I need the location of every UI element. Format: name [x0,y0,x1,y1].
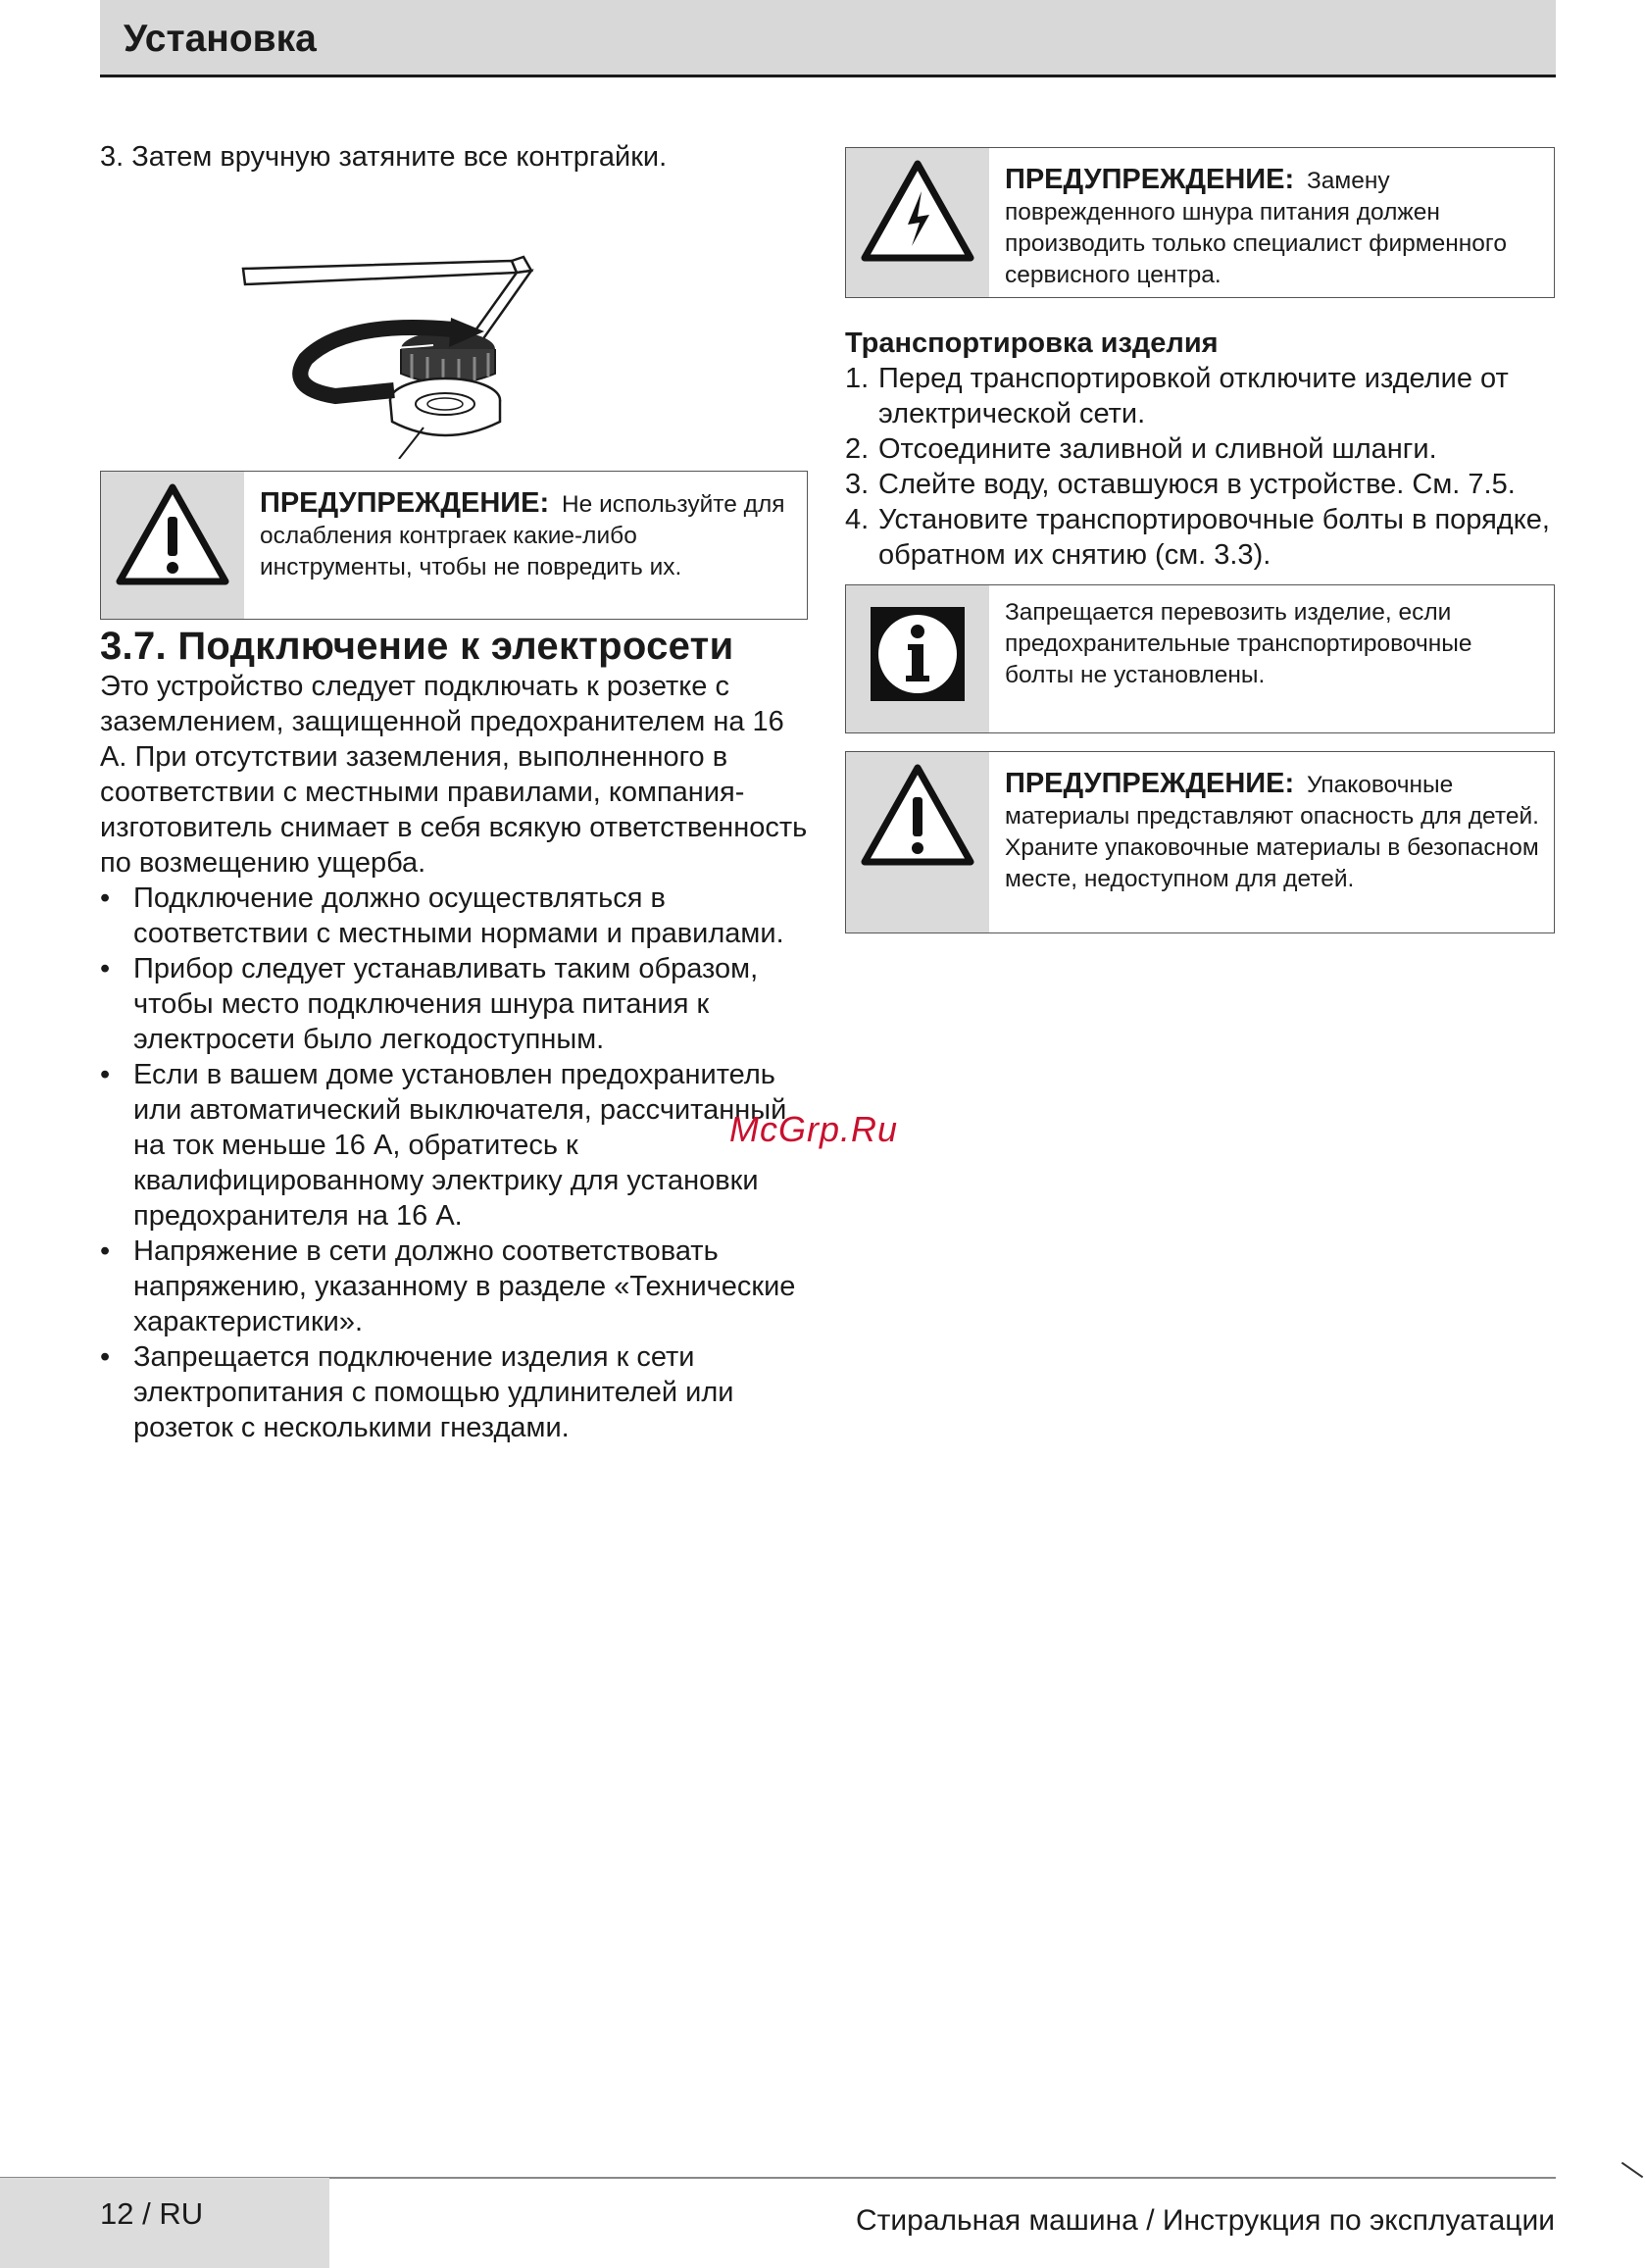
left-column [100,139,808,1445]
page-number: 12 / RU [100,2196,204,2231]
step-number: 3. [845,469,870,500]
step-text: Слейте воду, оставшуюся в устройстве. См. 7.5. [878,469,1516,500]
warning-icon-cell [101,472,244,619]
list-item [845,431,1555,467]
corner-mark [1621,2162,1643,2179]
section-heading-electrical: 3.7. Подключение к электросети [100,625,734,668]
watermark: McGrp.Ru [729,1109,899,1149]
warning-triangle-icon [859,762,976,870]
info-text: Запрещается перевозить изделие, если предохранительные транспортировочные болты не установлены. [1005,599,1472,688]
warning-box-power-cord [845,147,1555,298]
list-item [845,361,1555,431]
info-box-transport-bolts [845,584,1555,733]
page-header [100,0,1556,77]
transport-steps [845,361,1555,573]
warning-label: ПРЕДУПРЕЖДЕНИЕ: [1005,768,1295,799]
warning-body: Упаковочные материалы представляют опасность для детей. Храните упаковочные материалы в безопасном месте, недоступном для детей. [1005,772,1539,892]
warning-body: Замену поврежденного шнура питания должен производить только специалист фирменного сервисного центра. [1005,168,1507,288]
list-item [845,467,1555,502]
warning-body: Не используйте для ослабления контргаек какие-либо инструменты, чтобы не повредить их. [260,491,785,580]
warning-label: ПРЕДУПРЕЖДЕНИЕ: [260,487,550,519]
warning-text [989,148,1554,297]
warning-text [989,752,1554,932]
list-item: • Подключение должно осуществляться в соответствии с местными нормами и правилами. [100,881,808,951]
list-item: • Прибор следует устанавливать таким образом, чтобы место подключения шнура питания к электросети было легкодоступным. [100,951,808,1057]
step-3-text: 3. Затем вручную затяните все контргайки. [100,141,668,173]
lock-nut-drawing [100,182,808,459]
electric-hazard-icon [859,158,976,266]
info-icon [869,605,967,703]
list-item [845,502,1555,573]
lock-nut-illustration [100,182,808,459]
section-intro: Это устройство следует подключать к розетке с заземлением, защищенной предохранителем на 16 А. При отсутствии заземления, выполненного в соответствии с местными правилами, компания-изготовитель снимает в себя всякую ответственность по возмещению ущерба. [100,671,808,879]
step-text: Отсоедините заливной и сливной шланги. [878,433,1437,465]
footer-title: Стиральная машина / Инструкция по эксплуатации [855,2204,1555,2237]
transport-heading: Транспортировка изделия [845,328,1219,359]
list-item: • Запрещается подключение изделия к сети электропитания с помощью удлинителей или розеток с несколькими гнездами. [100,1339,808,1445]
list-item: • Напряжение в сети должно соответствовать напряжению, указанному в разделе «Технические характеристики». [100,1234,808,1339]
electrical-bullets [100,881,808,1445]
right-column [845,147,1555,933]
step-text: Перед транспортировкой отключите изделие от электрической сети. [878,363,1509,429]
warning-label: ПРЕДУПРЕЖДЕНИЕ: [1005,164,1295,195]
warning-box-packaging [845,751,1555,933]
info-icon-cell [846,585,989,732]
step-number: 4. [845,504,870,535]
warning-triangle-icon [114,481,231,589]
step-number: 2. [845,433,870,465]
step-text: Установите транспортировочные болты в порядке, обратном их снятию (см. 3.3). [878,504,1550,571]
warning-icon-cell [846,752,989,932]
warning-box-lock-nuts [100,471,808,620]
warning-icon-cell [846,148,989,297]
warning-text [244,472,807,619]
page-title: Установка [124,18,317,60]
list-item: • Если в вашем доме установлен предохранитель или автоматический выключателя, рассчитанный на ток меньше 16 А, обратитесь к квалифицированному электрику для установки предохранителя на 16 А. [100,1057,808,1234]
step-number: 1. [845,363,870,394]
